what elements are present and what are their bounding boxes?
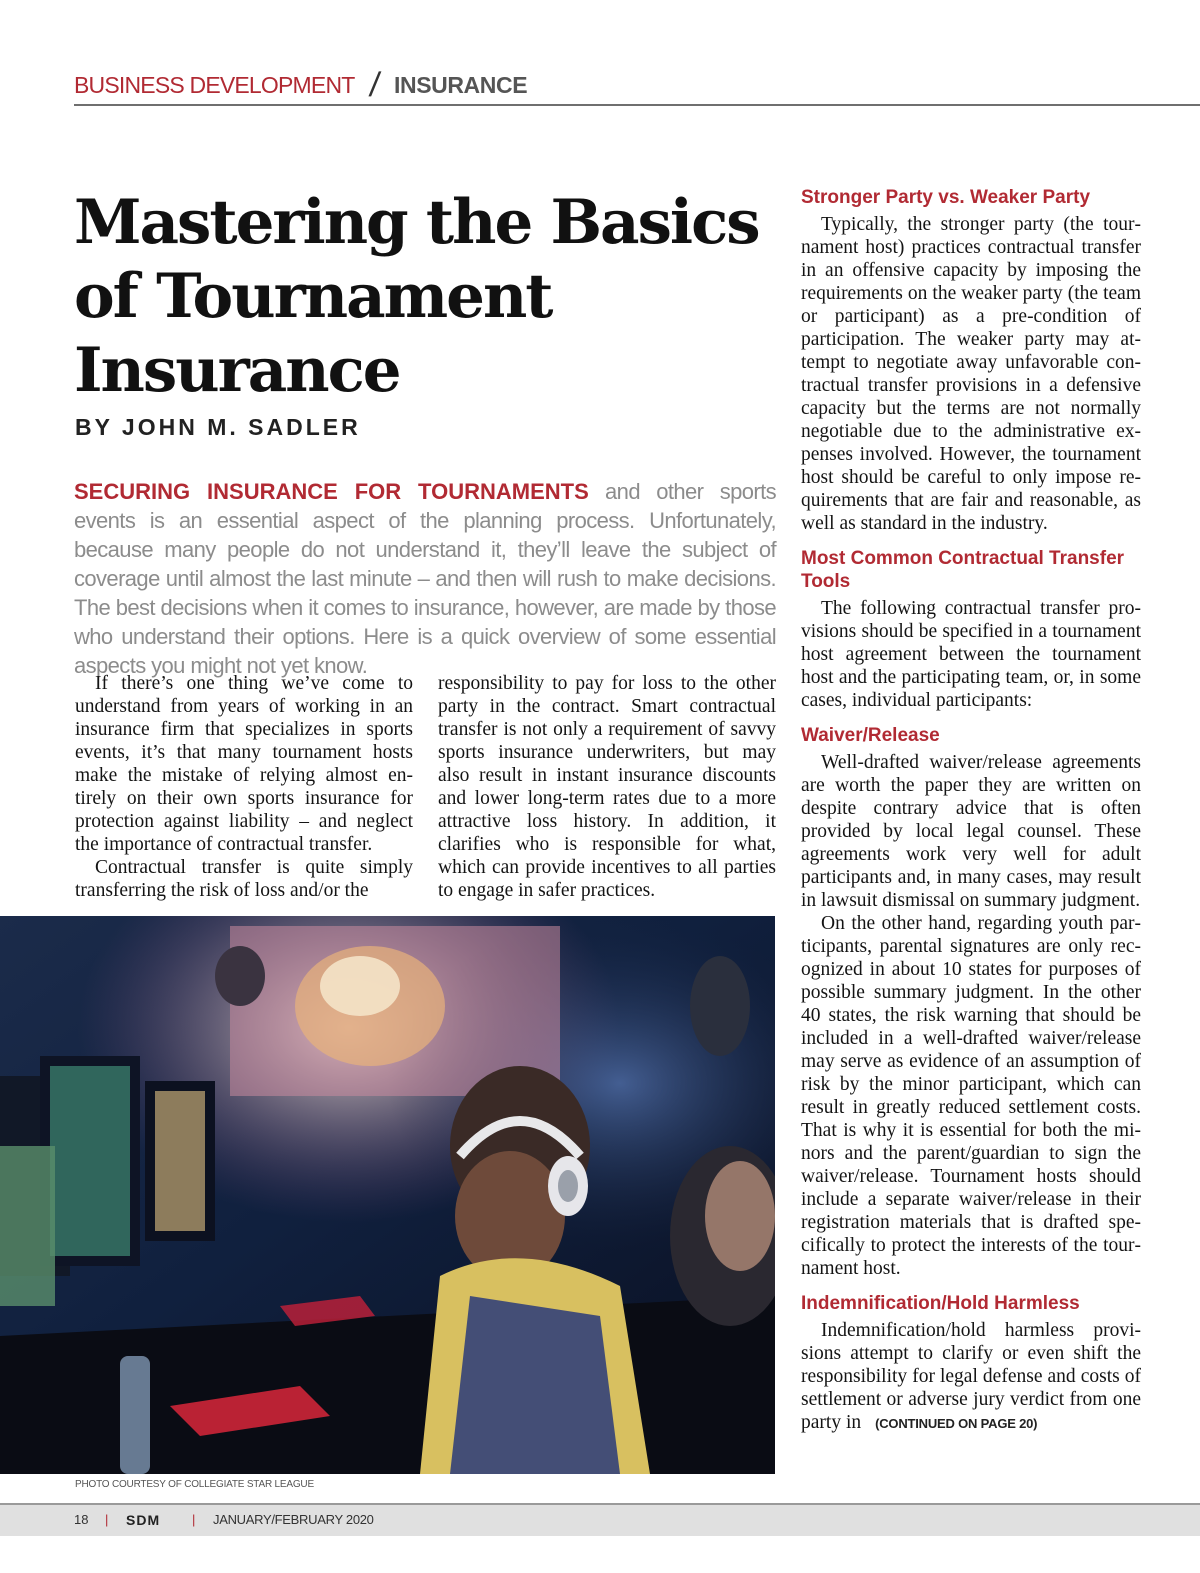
photo-illustration	[0, 916, 775, 1474]
section-label: BUSINESS DEVELOPMENT	[74, 72, 355, 98]
body-column-1	[75, 672, 413, 902]
subhead-transfer-tools: Most Common Contractual Transfer Tools	[801, 548, 1125, 592]
body-paragraph: Contractual transfer is quite simply transferring the risk of loss and/or the	[75, 857, 413, 901]
subhead-indemnification: Indemnification/Hold Harmless	[801, 1293, 1080, 1314]
photo-credit: PHOTO COURTESY OF COLLEGIATE STAR LEAGUE	[75, 1479, 314, 1490]
body-paragraph: If there’s one thing we’ve come to understand from years of working in an insurance firm that specializes in sports events, it’s that many tournament hosts make the mistake of relying almost entirely on their own sports insurance for protection against liability – and neglect the importance of contractual transfer.	[75, 673, 413, 855]
page-footer	[0, 1503, 1200, 1536]
spacer	[801, 712, 1141, 724]
body-text: Indemnification/hold harmless provisions attempt to clarify or even shift the responsibility for legal defense and costs of settlement or adverse jury verdict from one party in	[801, 1320, 1141, 1433]
issue-date: JANUARY/FEBRUARY 2020	[213, 1512, 374, 1527]
intro-lead: SECURING INSURANCE FOR TOURNAMENTS	[74, 479, 589, 504]
body-column-3	[801, 186, 1141, 1435]
esports-photo	[0, 916, 775, 1474]
body-paragraph: The following contractual transfer provisions should be specified in a tournament host agreement between the tournament host and the participating team, or, in some cases, individual participants:	[801, 598, 1141, 711]
body-paragraph: On the other hand, regarding youth participants, parental signatures are only recognized in about 10 states for purposes of possible summary judgment. In the other 40 states, the risk warning that should be included in a well-drafted waiver/release may serve as evidence of an assumption of risk by the minor participant, which can result in greatly reduced settlement costs. That is why it is essential for both the minors and the parent/guardian to sign the waiver/release. Tournament hosts should include a separate waiver/release in their registration materials that is drafted specifically to protect the interests of the tournament host.	[801, 913, 1141, 1279]
spacer	[801, 1280, 1141, 1292]
body-column-2	[438, 672, 776, 902]
body-paragraph	[801, 1319, 1141, 1435]
magazine-name: SDM	[126, 1512, 161, 1528]
body-paragraph: responsibility to pay for loss to the other party in the contract. Smart contractual transfer is not only a requirement of savvy sports insurance underwriters, but may also result in instant insurance discounts and lower long-term rates due to a more attractive loss history. In addition, it clarifies who is responsible for what, which can provide incentives to all parties to engage in safer practices.	[438, 673, 776, 901]
intro-text: and other sports events is an essential aspect of the planning process. Unfortunately, because many people do not understand it, they’ll leave the subject of coverage until almost the last minute – and then will rush to make decisions. The best decisions when it comes to insurance, however, are made by those who understand their options. Here is a quick overview of some essential aspects you might not yet know.	[74, 479, 776, 678]
footer-separator: |	[105, 1512, 109, 1527]
subhead-stronger-weaker: Stronger Party vs. Weaker Party	[801, 187, 1091, 208]
section-divider-slash: /	[367, 66, 383, 104]
article-title	[74, 186, 794, 408]
body-paragraph: Well-drafted waiver/release agreements are worth the paper they are written on despite contrary advice that is often provided by local legal counsel. These agreements work very well for adult participants and, in many cases, may result in lawsuit dismissal on summary judgment.	[801, 752, 1141, 911]
byline: BY JOHN M. SADLER	[75, 414, 361, 440]
page-number: 18	[74, 1512, 89, 1527]
section-header	[74, 66, 1200, 106]
body-paragraph: Typically, the stronger party (the tournament host) practices contractual transfer in an offensive capacity by imposing the requirements on the weaker party (the team or participant) as a pre-condition of participation. The weaker party may attempt to negotiate away unfavorable contractual transfer provisions in a defensive capacity but the terms are not normally negotiable due to the administrative expenses involved. However, the tournament host should be careful to only impose requirements that are fair and reasonable, as well as standard in the industry.	[801, 214, 1141, 534]
section-topic: INSURANCE	[394, 72, 528, 98]
spacer	[801, 535, 1141, 547]
title-line-3: Insurance	[74, 335, 400, 406]
title-line-1: Mastering the Basics	[74, 187, 759, 258]
footer-separator: |	[192, 1512, 196, 1527]
intro-paragraph	[74, 477, 776, 680]
continued-note: (CONTINUED ON PAGE 20)	[875, 1416, 1038, 1431]
subhead-waiver-release: Waiver/Release	[801, 725, 940, 746]
title-line-2: of Tournament	[74, 261, 552, 332]
